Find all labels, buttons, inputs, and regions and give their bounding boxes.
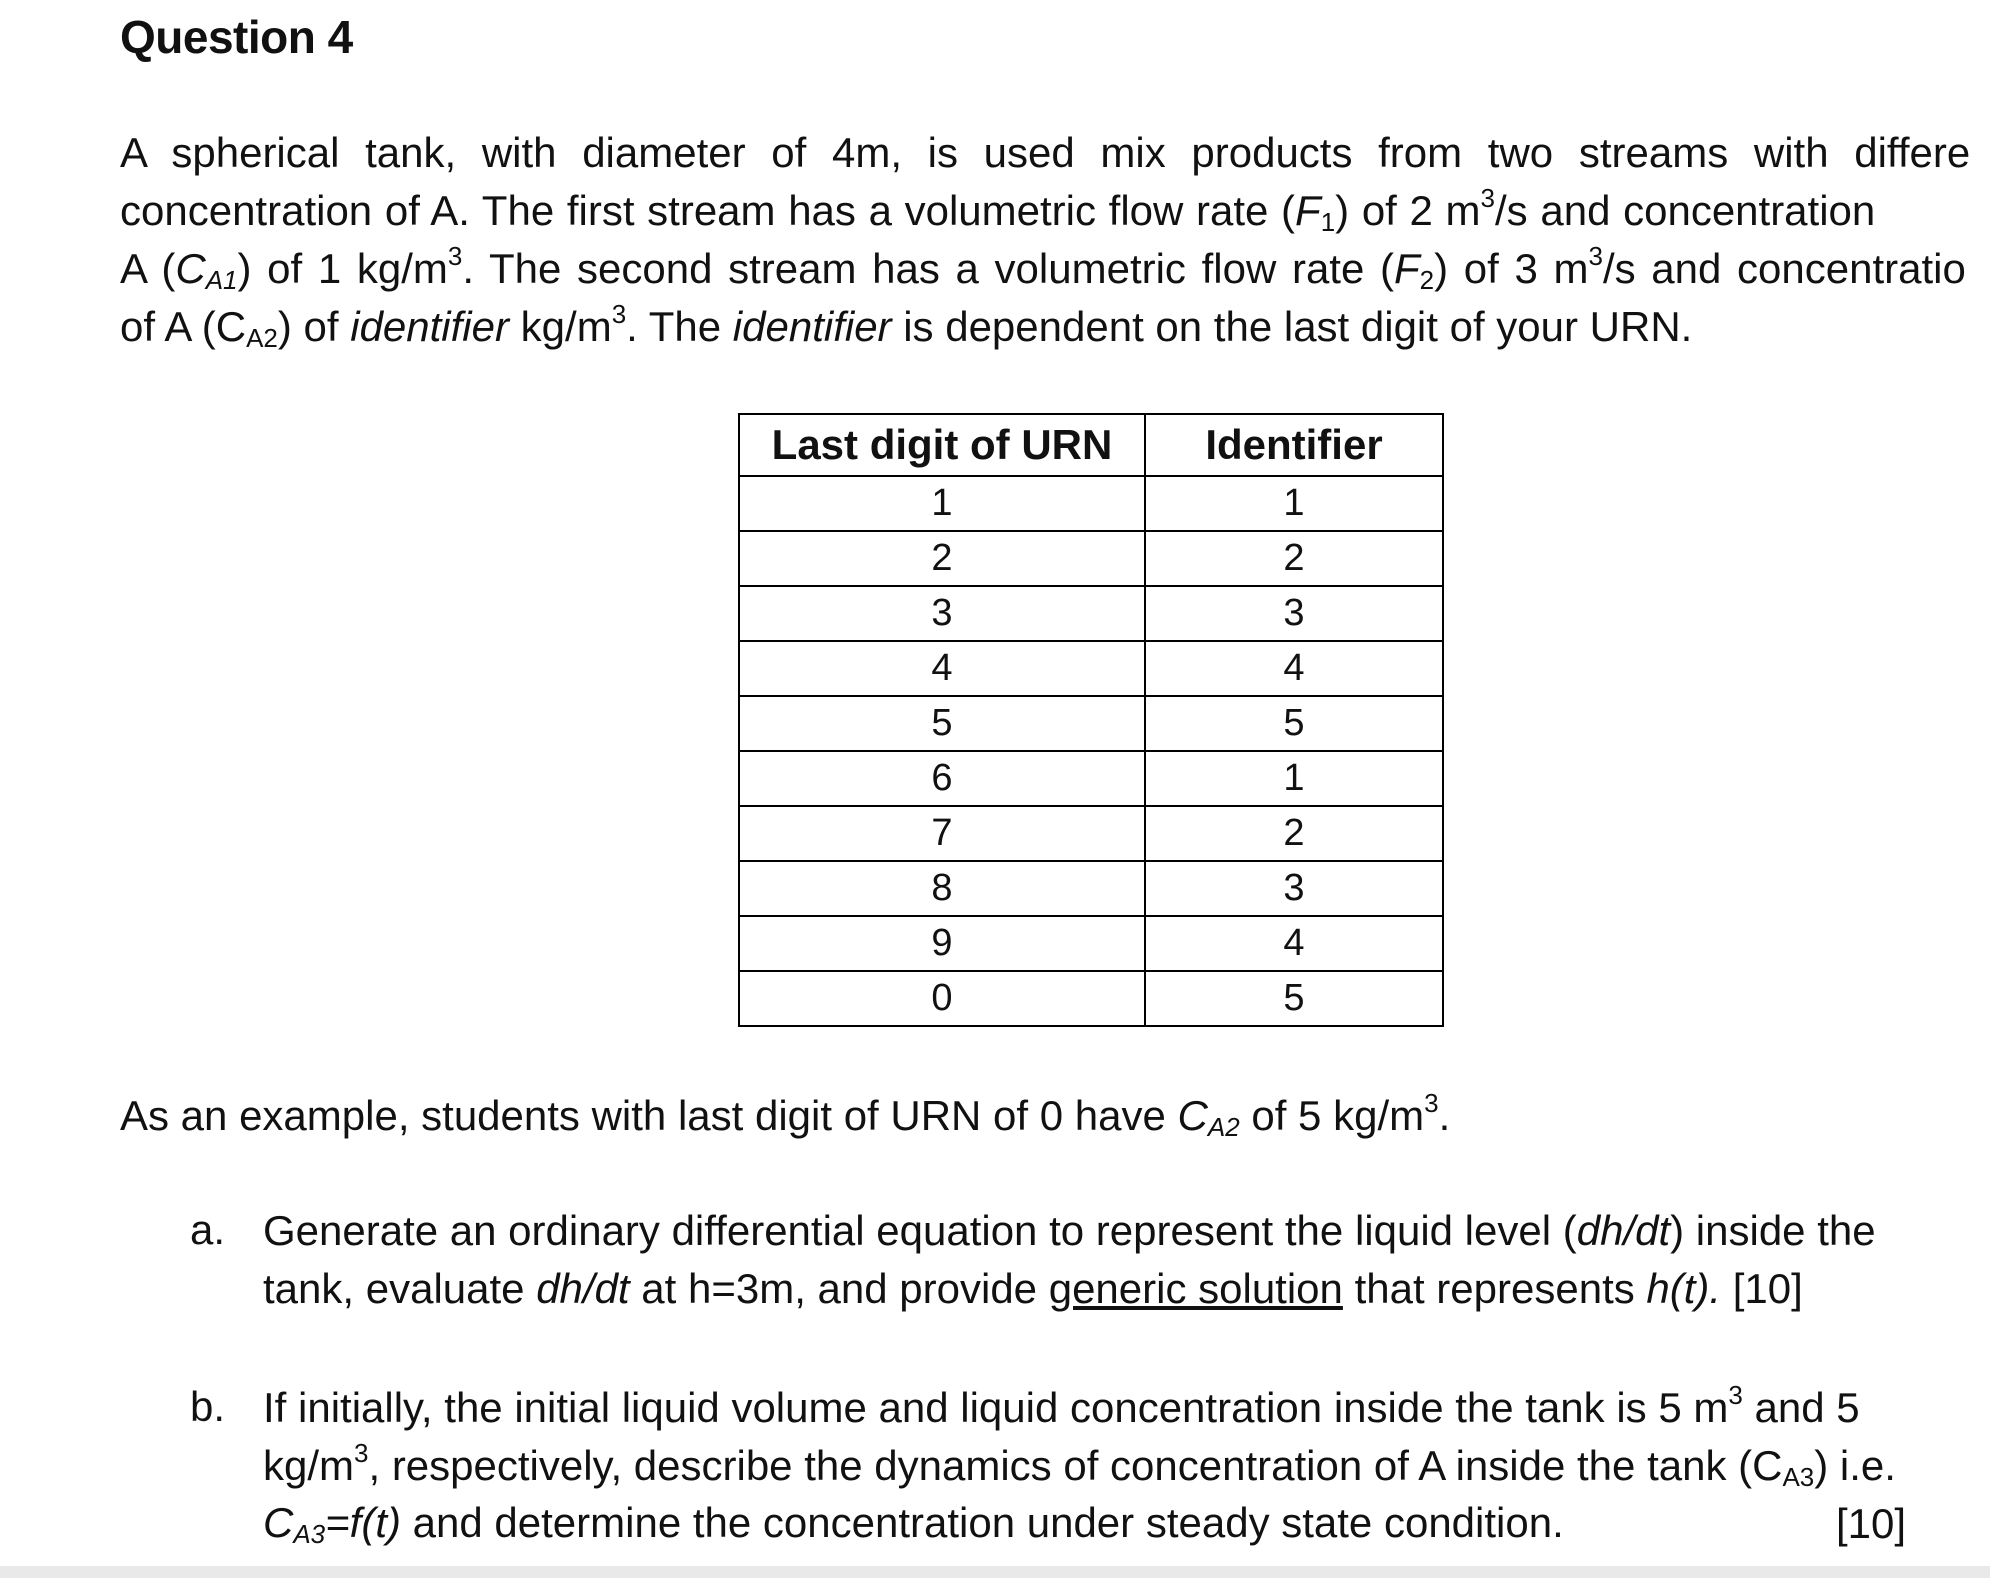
part-b-line-3: $C_{A3}=f(t)$ and determine the concentration under steady state condition. (263, 1499, 1564, 1549)
intro-line-2: concentration of A. The first stream has a volumetric flow rate $(F_1)$ of 2 $m^3/s$ and concentration (120, 183, 1876, 237)
table-cell: 3 (1145, 586, 1443, 641)
table-cell: 5 (739, 696, 1145, 751)
table-cell: 7 (739, 806, 1145, 861)
table-cell: 1 (739, 476, 1145, 531)
table-cell: 3 (1145, 861, 1443, 916)
table-cell: 4 (739, 641, 1145, 696)
intro-line-3: A $(C_{A1})$ of 1 $kg/m^3$. The second stream has a volumetric flow rate $(F_2)$ of 3 $m^3/s$ and concentratio (120, 241, 1966, 295)
part-b-line-1: If initially, the initial liquid volume and liquid concentration inside the tank is 5 $m^3$ and 5 (263, 1380, 1860, 1431)
table-cell: 6 (739, 751, 1145, 806)
table-row (739, 476, 1443, 531)
table-cell: 2 (1145, 806, 1443, 861)
question-heading: Question 4 (120, 11, 353, 63)
table-row (739, 641, 1443, 696)
table-cell: 1 (1145, 751, 1443, 806)
header-last-digit: Last digit of URN (739, 414, 1145, 476)
page-bottom-band (0, 1566, 1990, 1578)
table-row (739, 586, 1443, 641)
table-cell: 1 (1145, 476, 1443, 531)
urn-identifier-table (738, 413, 1444, 1027)
table-row (739, 806, 1443, 861)
table-cell: 3 (739, 586, 1145, 641)
part-b-marks: [10] (1836, 1500, 1907, 1547)
part-b-line-2: $kg/m^3$, respectively, describe the dynamics of concentration of A inside the tank $(C_{A3})$ i.e. (263, 1438, 1896, 1492)
table-cell: 5 (1145, 971, 1443, 1026)
table-header-row (739, 414, 1443, 476)
table-cell: 2 (739, 531, 1145, 586)
table-cell: 4 (1145, 916, 1443, 971)
table-cell: 9 (739, 916, 1145, 971)
table-cell: 5 (1145, 696, 1443, 751)
table-cell: 2 (1145, 531, 1443, 586)
table-row (739, 696, 1443, 751)
table-row (739, 861, 1443, 916)
part-a-line-2: tank, evaluate dh/dt at h=3m, and provide generic solution that represents h(t). [10] (263, 1265, 1803, 1312)
table-row (739, 751, 1443, 806)
intro-line-4: of A $(C_{A2})$ of identifier $kg/m^3$. The identifier is dependent on the last digit of your URN. (120, 299, 1693, 353)
intro-line-1: A spherical tank, with diameter of 4m, is used mix products from two streams with differe (120, 129, 1971, 176)
table-cell: 4 (1145, 641, 1443, 696)
part-a-line-1: Generate an ordinary differential equation to represent the liquid level (dh/dt) inside the (263, 1207, 1876, 1254)
part-b-marker: b. (190, 1383, 226, 1430)
part-a-marker: a. (190, 1206, 226, 1253)
header-identifier: Identifier (1145, 414, 1443, 476)
table-row (739, 916, 1443, 971)
table-row (739, 971, 1443, 1026)
table-cell: 8 (739, 861, 1145, 916)
table-cell: 0 (739, 971, 1145, 1026)
example-sentence: As an example, students with last digit of URN of 0 have $C_{A2}$ of 5 $kg/m^3$. (120, 1088, 1451, 1142)
table-row (739, 531, 1443, 586)
generic-solution-underlined: generic solution (1048, 1265, 1343, 1312)
